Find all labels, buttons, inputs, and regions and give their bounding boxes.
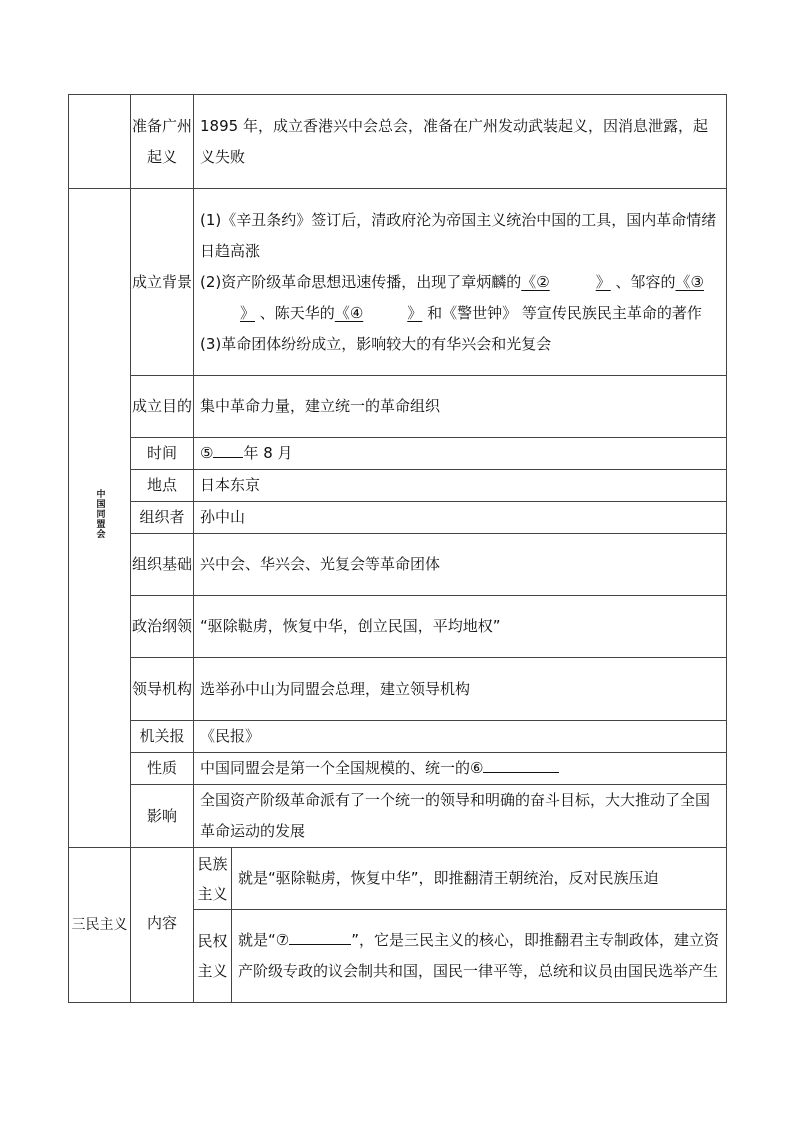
label-newspaper: 机关报 (131, 721, 194, 753)
row-leadership (69, 658, 727, 721)
minquan-text-b: ”，它是三民主义的核心，即推翻君主专制政体，建立资产阶级专政的议会制共和国，国民一律平等，总统和议员由国民选举产生 (238, 931, 719, 980)
blank-4 (335, 304, 422, 322)
label-minzu: 民族主义 (194, 848, 232, 910)
row-organizer (69, 502, 727, 534)
text-minzu: 就是“驱除鞑虏，恢复中华”，即推翻清王朝统治，反对民族压迫 (232, 848, 727, 910)
text-background (194, 189, 727, 376)
blank-4-open: 《④ (334, 303, 364, 322)
text-time (194, 438, 727, 470)
blank-7 (289, 926, 351, 945)
text-place: 日本东京 (194, 470, 727, 502)
label-impact: 影响 (131, 785, 194, 848)
text-nature (194, 753, 727, 785)
text-basis: 兴中会、华兴会、光复会等革命团体 (194, 534, 727, 596)
label-place: 地点 (131, 470, 194, 502)
row-program (69, 596, 727, 658)
blank-3-open: 《③ (675, 272, 704, 291)
history-table (68, 94, 727, 1003)
text-prepare-uprising: 1895 年，成立香港兴中会总会，准备在广州发动武装起义，因消息泄露，起义失败 (194, 95, 727, 189)
background-item-2-c: 、陈天华的 (259, 303, 335, 322)
blank-2-open: 《② (521, 272, 550, 291)
row-newspaper (69, 721, 727, 753)
blank-2-close: 》 (595, 272, 611, 291)
row-time (69, 438, 727, 470)
empty-category-cell (69, 95, 131, 189)
label-basis: 组织基础 (131, 534, 194, 596)
row-nature (69, 753, 727, 785)
background-item-3: (3)革命团体纷纷成立，影响较大的有华兴会和光复会 (200, 334, 552, 353)
blank-2 (521, 273, 610, 291)
background-item-2-b: 、邹容的 (615, 272, 676, 291)
row-impact (69, 785, 727, 848)
minquan-text-a: 就是“⑦ (238, 931, 290, 949)
row-minzu (69, 848, 727, 910)
label-leadership: 领导机构 (131, 658, 194, 721)
label-nature: 性质 (131, 753, 194, 785)
category-tongmenghui (69, 189, 131, 848)
background-item-2 (200, 267, 720, 329)
text-organizer: 孙中山 (194, 502, 727, 534)
label-minquan: 民权主义 (194, 910, 232, 1003)
label-content: 内容 (131, 848, 194, 1003)
label-time: 时间 (131, 438, 194, 470)
text-impact: 全国资产阶级革命派有了一个统一的领导和明确的奋斗目标，大大推动了全国革命运动的发展 (194, 785, 727, 848)
row-basis (69, 534, 727, 596)
background-item-2-a: (2)资产阶级革命思想迅速传播，出现了章炳麟的 (200, 272, 522, 291)
text-minquan (232, 910, 727, 1003)
label-prepare-uprising: 准备广州起义 (131, 95, 194, 189)
background-item-1: (1)《辛丑条约》签订后，清政府沦为帝国主义统治中国的工具，国内革命情绪日趋高涨 (200, 210, 717, 260)
blank-4-close: 》 (407, 303, 423, 322)
blank-6 (483, 754, 559, 773)
label-purpose: 成立目的 (131, 376, 194, 438)
text-program: “驱除鞑虏，恢复中华，创立民国，平均地权” (194, 596, 727, 658)
category-tongmenghui-label: 中国同盟会 (94, 488, 105, 539)
time-prefix: ⑤ (200, 444, 214, 462)
label-organizer: 组织者 (131, 502, 194, 534)
text-leadership: 选举孙中山为同盟会总理，建立领导机构 (194, 658, 727, 721)
category-sanmin: 三民主义 (69, 848, 131, 1003)
label-program: 政治纲领 (131, 596, 194, 658)
label-background: 成立背景 (131, 189, 194, 376)
time-suffix: 年 8 月 (243, 444, 293, 462)
nature-text: 中国同盟会是第一个全国规模的、统一的⑥ (200, 759, 484, 777)
row-background (69, 189, 727, 376)
text-newspaper: 《民报》 (194, 721, 727, 753)
row-purpose (69, 376, 727, 438)
row-place (69, 470, 727, 502)
text-purpose: 集中革命力量，建立统一的革命组织 (194, 376, 727, 438)
row-prepare-uprising (69, 95, 727, 189)
blank-5 (213, 439, 243, 458)
blank-3-close: 》 (240, 303, 256, 322)
background-item-2-d: 和《警世钟》 等宣传民族民主革命的著作 (427, 303, 702, 322)
